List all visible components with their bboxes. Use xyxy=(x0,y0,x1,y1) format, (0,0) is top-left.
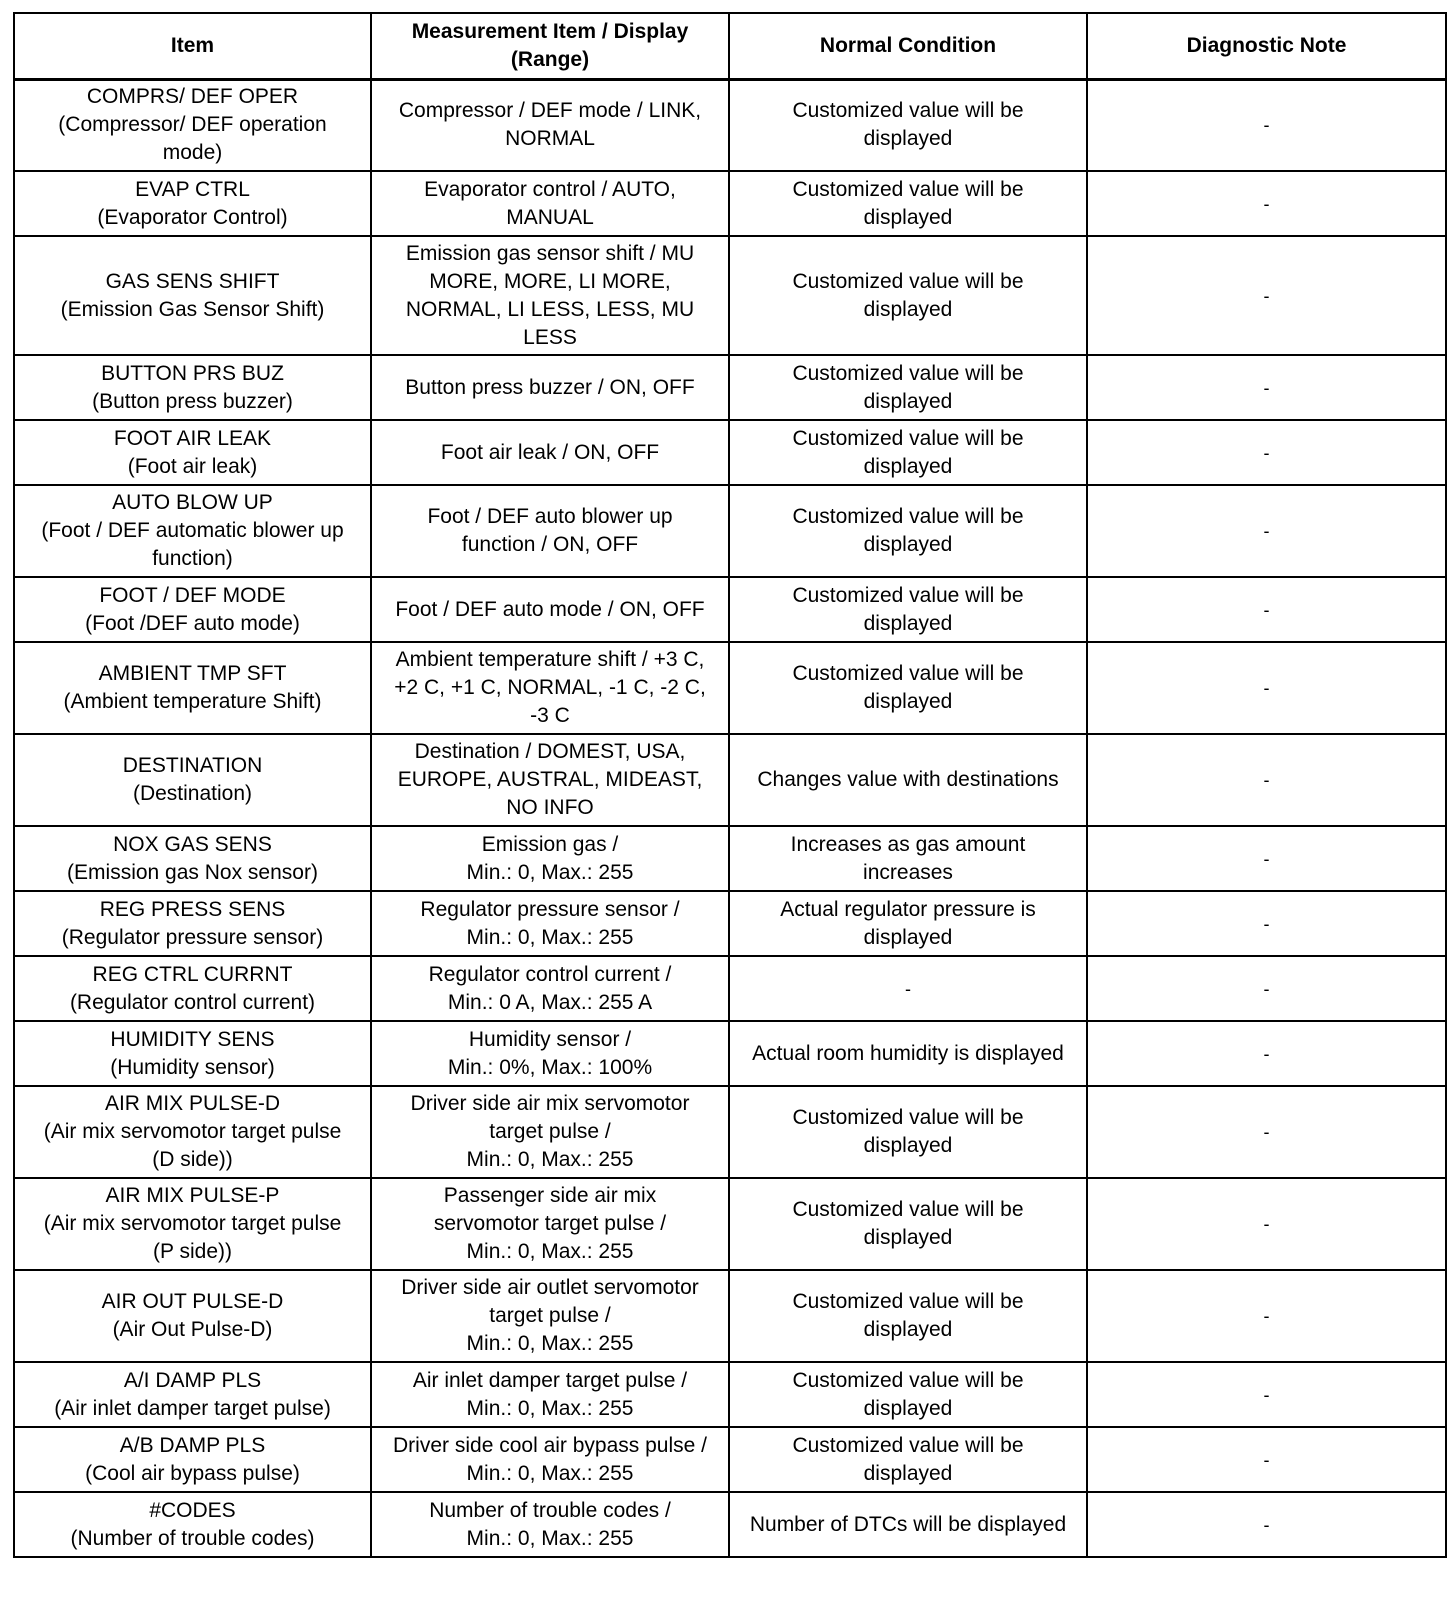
normal-condition-cell: Customized value will be displayed xyxy=(729,355,1087,420)
table-row xyxy=(14,734,1446,826)
measurement-cell: Driver side air outlet servomotor target pulse / Min.: 0, Max.: 255 xyxy=(371,1270,729,1362)
measurement-cell: Ambient temperature shift / +3 C, +2 C, +1 C, NORMAL, -1 C, -2 C, -3 C xyxy=(371,642,729,734)
normal-condition-cell: Customized value will be displayed xyxy=(729,577,1087,642)
table-body xyxy=(14,79,1446,1557)
table-header xyxy=(14,13,1446,79)
diagnostic-note-cell: - xyxy=(1087,1178,1446,1270)
normal-condition-cell: Customized value will be displayed xyxy=(729,171,1087,236)
item-cell: REG PRESS SENS (Regulator pressure sensor) xyxy=(14,891,371,956)
header-item: Item xyxy=(14,13,371,79)
normal-condition-cell: Increases as gas amount increases xyxy=(729,826,1087,891)
normal-condition-cell: Customized value will be displayed xyxy=(729,1086,1087,1178)
diagnostic-note-cell: - xyxy=(1087,577,1446,642)
measurement-cell: Foot air leak / ON, OFF xyxy=(371,420,729,485)
measurement-cell: Regulator pressure sensor / Min.: 0, Max.: 255 xyxy=(371,891,729,956)
diagnostic-table xyxy=(13,12,1447,1558)
normal-condition-cell: - xyxy=(729,956,1087,1021)
diagnostic-note-cell: - xyxy=(1087,1427,1446,1492)
measurement-cell: Humidity sensor / Min.: 0%, Max.: 100% xyxy=(371,1021,729,1086)
item-cell: HUMIDITY SENS (Humidity sensor) xyxy=(14,1021,371,1086)
measurement-cell: Number of trouble codes / Min.: 0, Max.: 255 xyxy=(371,1492,729,1557)
table-row xyxy=(14,355,1446,420)
diagnostic-note-cell: - xyxy=(1087,1086,1446,1178)
diagnostic-table-container xyxy=(13,12,1445,1558)
header-measurement: Measurement Item / Display (Range) xyxy=(371,13,729,79)
item-cell: BUTTON PRS BUZ (Button press buzzer) xyxy=(14,355,371,420)
diagnostic-note-cell: - xyxy=(1087,734,1446,826)
table-row xyxy=(14,236,1446,355)
header-row xyxy=(14,13,1446,79)
item-cell: AUTO BLOW UP (Foot / DEF automatic blower up function) xyxy=(14,485,371,577)
table-row xyxy=(14,1362,1446,1427)
diagnostic-note-cell: - xyxy=(1087,171,1446,236)
measurement-cell: Foot / DEF auto mode / ON, OFF xyxy=(371,577,729,642)
measurement-cell: Driver side cool air bypass pulse / Min.: 0, Max.: 255 xyxy=(371,1427,729,1492)
diagnostic-note-cell: - xyxy=(1087,79,1446,171)
item-cell: FOOT AIR LEAK (Foot air leak) xyxy=(14,420,371,485)
item-cell: AMBIENT TMP SFT (Ambient temperature Shift) xyxy=(14,642,371,734)
header-diagnostic-note: Diagnostic Note xyxy=(1087,13,1446,79)
measurement-cell: Button press buzzer / ON, OFF xyxy=(371,355,729,420)
measurement-cell: Regulator control current / Min.: 0 A, Max.: 255 A xyxy=(371,956,729,1021)
normal-condition-cell: Customized value will be displayed xyxy=(729,1427,1087,1492)
normal-condition-cell: Customized value will be displayed xyxy=(729,236,1087,355)
normal-condition-cell: Number of DTCs will be displayed xyxy=(729,1492,1087,1557)
item-cell: DESTINATION (Destination) xyxy=(14,734,371,826)
measurement-cell: Emission gas sensor shift / MU MORE, MORE, LI MORE, NORMAL, LI LESS, LESS, MU LESS xyxy=(371,236,729,355)
table-row xyxy=(14,1427,1446,1492)
measurement-cell: Evaporator control / AUTO, MANUAL xyxy=(371,171,729,236)
diagnostic-note-cell: - xyxy=(1087,355,1446,420)
item-cell: A/I DAMP PLS (Air inlet damper target pulse) xyxy=(14,1362,371,1427)
table-row xyxy=(14,826,1446,891)
table-row xyxy=(14,79,1446,171)
measurement-cell: Emission gas / Min.: 0, Max.: 255 xyxy=(371,826,729,891)
diagnostic-note-cell: - xyxy=(1087,826,1446,891)
table-row xyxy=(14,956,1446,1021)
normal-condition-cell: Changes value with destinations xyxy=(729,734,1087,826)
item-cell: AIR OUT PULSE-D (Air Out Pulse-D) xyxy=(14,1270,371,1362)
normal-condition-cell: Actual room humidity is displayed xyxy=(729,1021,1087,1086)
diagnostic-note-cell: - xyxy=(1087,642,1446,734)
normal-condition-cell: Actual regulator pressure is displayed xyxy=(729,891,1087,956)
item-cell: #CODES (Number of trouble codes) xyxy=(14,1492,371,1557)
diagnostic-note-cell: - xyxy=(1087,485,1446,577)
table-row xyxy=(14,642,1446,734)
item-cell: AIR MIX PULSE-P (Air mix servomotor target pulse (P side)) xyxy=(14,1178,371,1270)
diagnostic-note-cell: - xyxy=(1087,956,1446,1021)
table-row xyxy=(14,577,1446,642)
measurement-cell: Passenger side air mix servomotor target pulse / Min.: 0, Max.: 255 xyxy=(371,1178,729,1270)
table-row xyxy=(14,1021,1446,1086)
diagnostic-note-cell: - xyxy=(1087,236,1446,355)
diagnostic-note-cell: - xyxy=(1087,891,1446,956)
header-normal-condition: Normal Condition xyxy=(729,13,1087,79)
diagnostic-note-cell: - xyxy=(1087,1362,1446,1427)
diagnostic-note-cell: - xyxy=(1087,1492,1446,1557)
table-row xyxy=(14,1270,1446,1362)
item-cell: COMPRS/ DEF OPER (Compressor/ DEF operation mode) xyxy=(14,79,371,171)
normal-condition-cell: Customized value will be displayed xyxy=(729,485,1087,577)
item-cell: A/B DAMP PLS (Cool air bypass pulse) xyxy=(14,1427,371,1492)
normal-condition-cell: Customized value will be displayed xyxy=(729,420,1087,485)
measurement-cell: Foot / DEF auto blower up function / ON, OFF xyxy=(371,485,729,577)
item-cell: EVAP CTRL (Evaporator Control) xyxy=(14,171,371,236)
item-cell: NOX GAS SENS (Emission gas Nox sensor) xyxy=(14,826,371,891)
table-row xyxy=(14,891,1446,956)
item-cell: FOOT / DEF MODE (Foot /DEF auto mode) xyxy=(14,577,371,642)
normal-condition-cell: Customized value will be displayed xyxy=(729,1362,1087,1427)
measurement-cell: Air inlet damper target pulse / Min.: 0, Max.: 255 xyxy=(371,1362,729,1427)
diagnostic-note-cell: - xyxy=(1087,1270,1446,1362)
measurement-cell: Destination / DOMEST, USA, EUROPE, AUSTRAL, MIDEAST, NO INFO xyxy=(371,734,729,826)
item-cell: AIR MIX PULSE-D (Air mix servomotor target pulse (D side)) xyxy=(14,1086,371,1178)
normal-condition-cell: Customized value will be displayed xyxy=(729,642,1087,734)
table-row xyxy=(14,485,1446,577)
table-row xyxy=(14,1492,1446,1557)
normal-condition-cell: Customized value will be displayed xyxy=(729,1178,1087,1270)
item-cell: REG CTRL CURRNT (Regulator control current) xyxy=(14,956,371,1021)
normal-condition-cell: Customized value will be displayed xyxy=(729,1270,1087,1362)
diagnostic-note-cell: - xyxy=(1087,1021,1446,1086)
diagnostic-note-cell: - xyxy=(1087,420,1446,485)
table-row xyxy=(14,1086,1446,1178)
normal-condition-cell: Customized value will be displayed xyxy=(729,79,1087,171)
table-row xyxy=(14,420,1446,485)
item-cell: GAS SENS SHIFT (Emission Gas Sensor Shift) xyxy=(14,236,371,355)
table-row xyxy=(14,171,1446,236)
table-row xyxy=(14,1178,1446,1270)
measurement-cell: Compressor / DEF mode / LINK, NORMAL xyxy=(371,79,729,171)
measurement-cell: Driver side air mix servomotor target pulse / Min.: 0, Max.: 255 xyxy=(371,1086,729,1178)
